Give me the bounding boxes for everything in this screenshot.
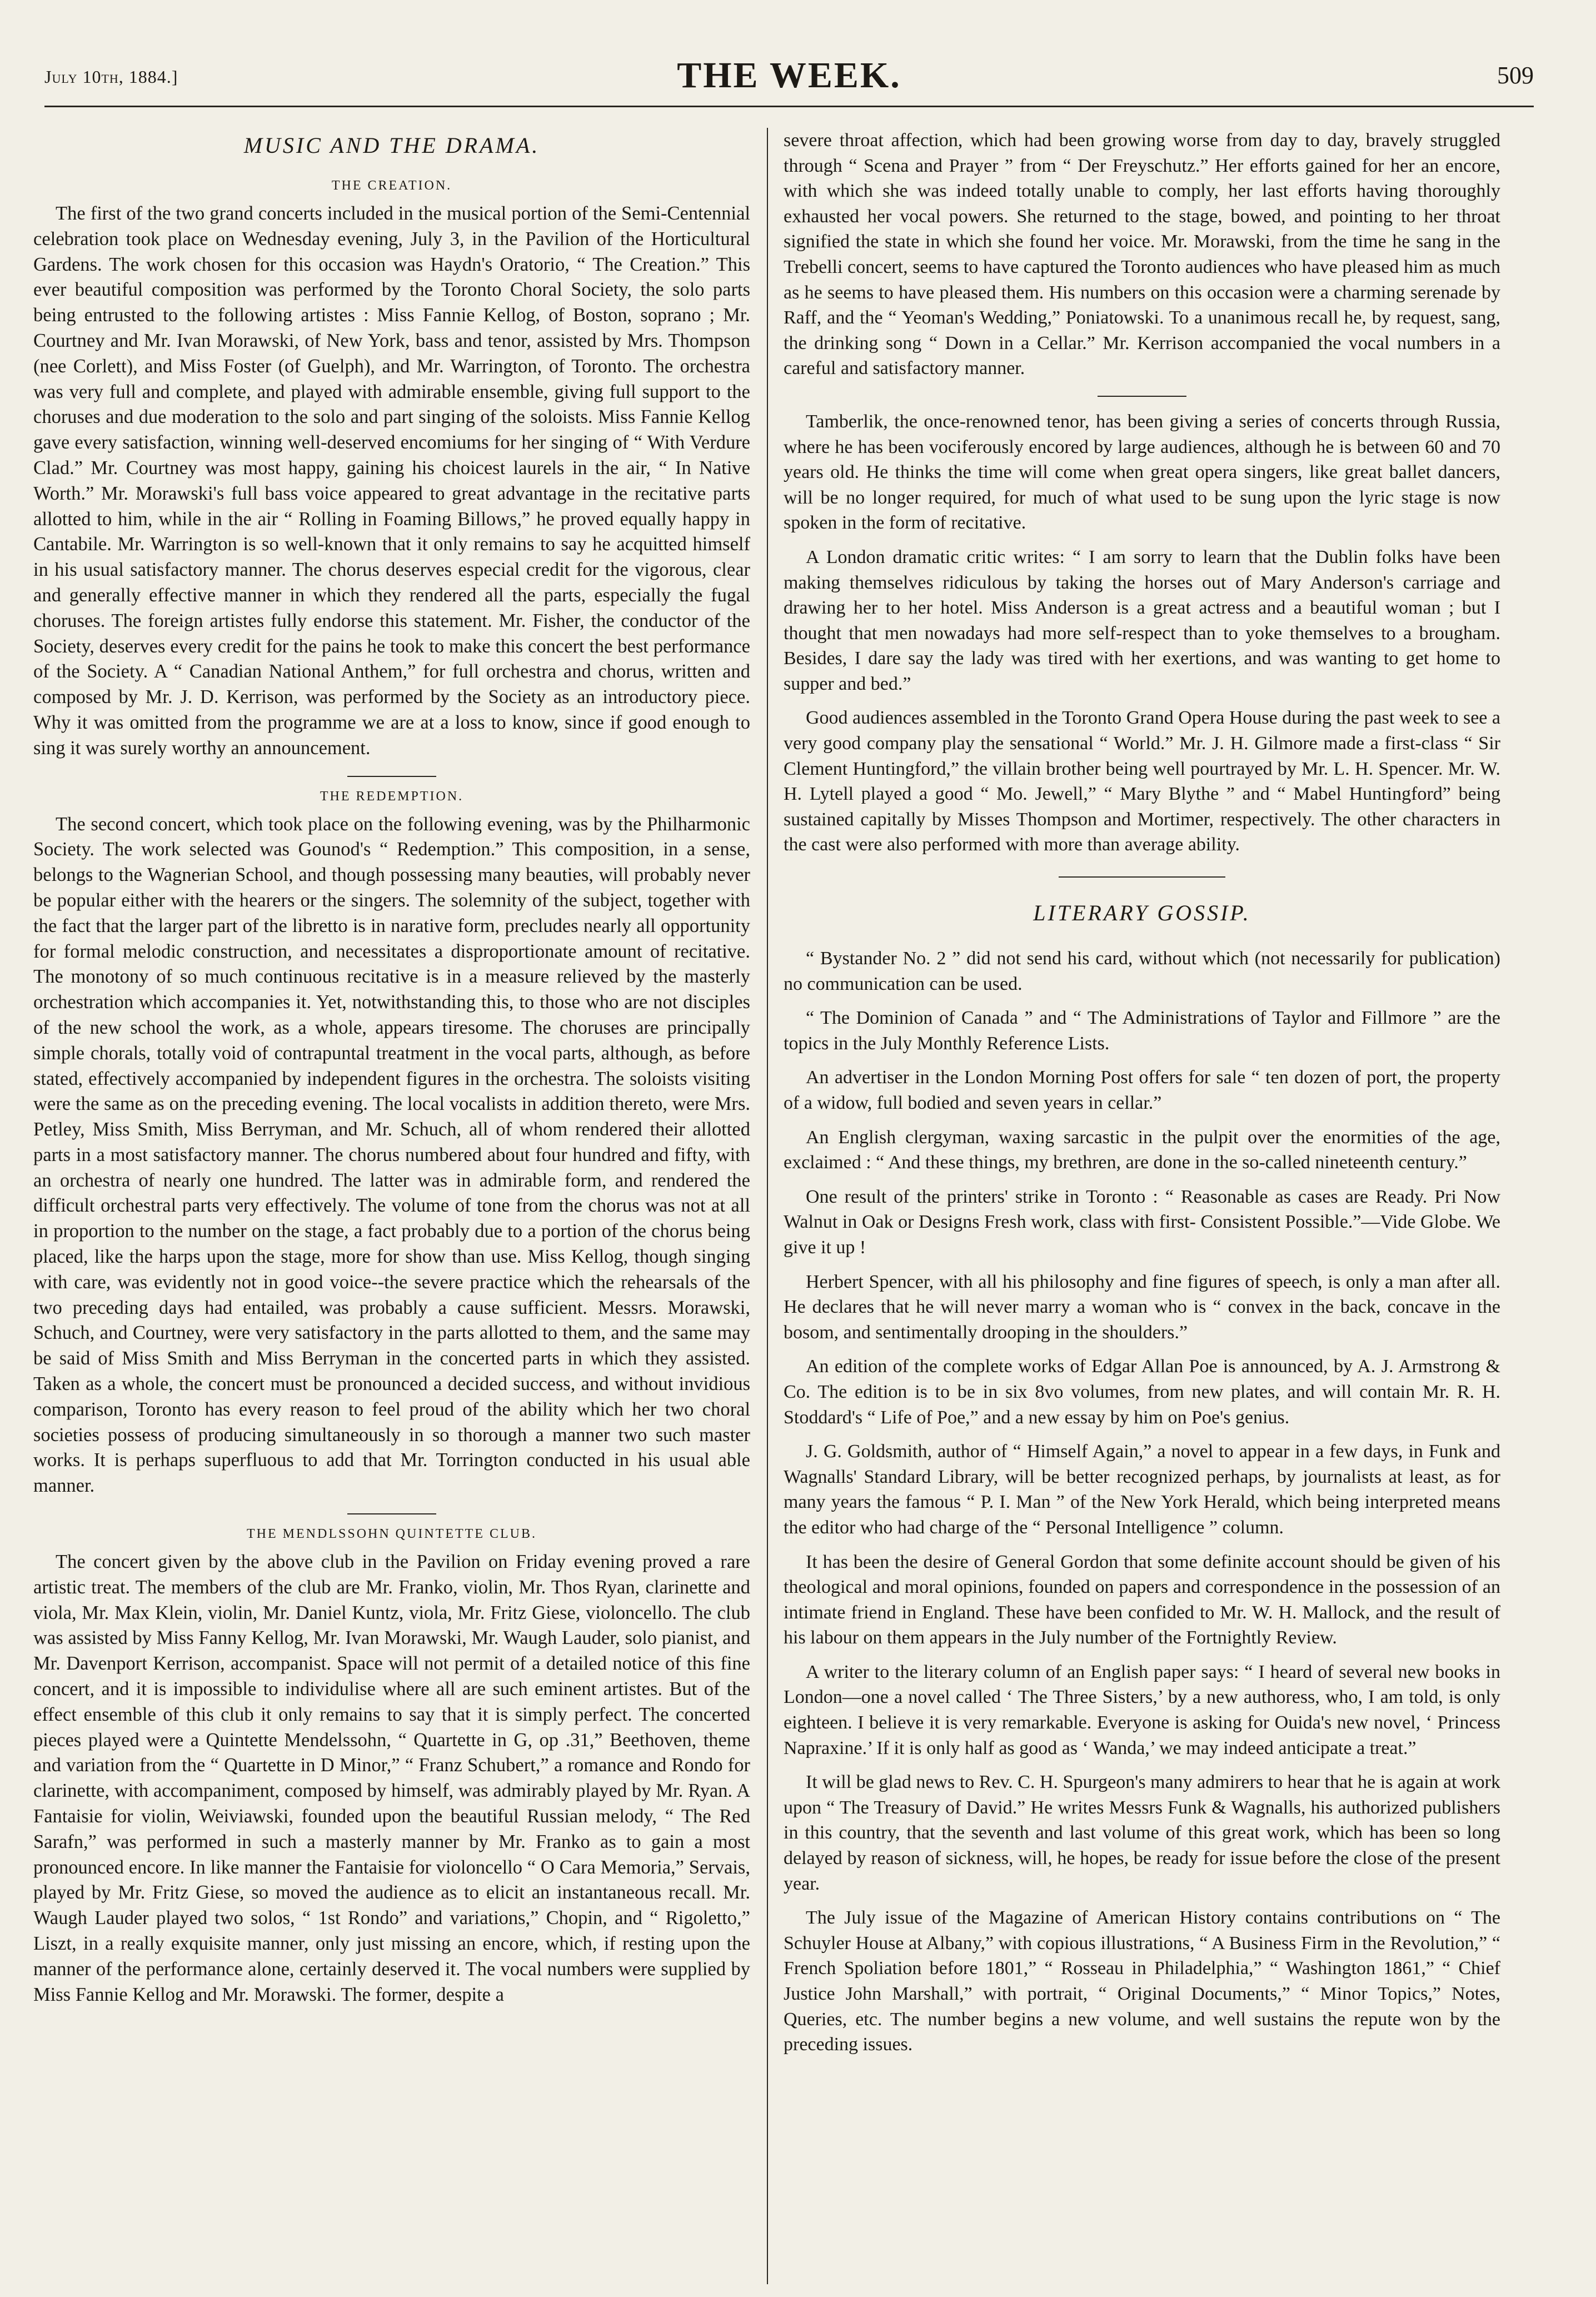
- page-number: 509: [1497, 62, 1534, 89]
- gossip-item: The July issue of the Magazine of American History contains contributions on “ The Schuyler House at Albany,” with copious illustrations, “ A Business Firm in the Revolution,” “ French Spoliation before 1801,” “ Rosseau in Philadelphia,” “ Washington 1861,” “ Chief Justice John Marshall,” with portrait, “ Original Documents,” “ Minor Topics,” Notes, Queries, etc. The number begins a new volume, and well sustains the repute won by the preceding issues.: [784, 1907, 1500, 2055]
- heading-creation: THE CREATION.: [331, 178, 452, 193]
- issue-date: July 10th, 1884.]: [44, 67, 178, 87]
- gossip-item: One result of the printers' strike in Toronto : “ Reasonable as cases are Ready. Pri Now Walnut in Oak or Designs Fresh work, class with first- Consistent Possible.”—Vide Globe. We give it up !: [784, 1186, 1500, 1258]
- gossip-item: It will be glad news to Rev. C. H. Spurgeon's many admirers to hear that he is again at work upon “ The Treasury of David.” He writes Messrs Funk & Wagnalls, his authorized publishers in this country, that the seventh and last volume of this great work, which has been so long delayed by reason of sickness, will, he hopes, be ready for issue before the close of the present year.: [784, 1772, 1500, 1894]
- article-tamberlik: Tamberlik, the once-renowned tenor, has been giving a series of concerts through Russia, where he has been vociferously encored by large audiences, although he is between 60 and 70 years old. He thinks the time will come when great opera singers, like great ballet dancers, will be no longer required, for much of what used to be sung upon the lyric stage is now spoken in the form of recitative.: [784, 411, 1500, 534]
- left-column: [33, 128, 750, 2016]
- masthead-title: THE WEEK.: [677, 55, 901, 96]
- separator-rule: [347, 776, 436, 777]
- article-grand-opera-house: Good audiences assembled in the Toronto Grand Opera House during the past week to see a very good company play the sensational “ World.” Mr. J. H. Gilmore made a first-class “ Sir Clement Huntingford,” the villain brother being well pourtrayed by Mr. L. H. Spencer. Mr. W. H. Lytell played a good “ Mo. Jewell,” “ Mary Blythe ” and “ Mabel Huntingford” being sustained capitally by Misses Thompson and Mortimer, respectively. The other characters in the cast were also performed with more than average ability.: [784, 707, 1500, 855]
- section-title-music-drama: MUSIC AND THE DRAMA.: [243, 133, 540, 158]
- section-rule: [1059, 876, 1225, 878]
- section-title-literary-gossip: LITERARY GOSSIP.: [1033, 900, 1251, 926]
- gossip-item: “ Bystander No. 2 ” did not send his card, without which (not necessarily for publication) no communication can be used.: [784, 948, 1500, 994]
- gossip-item: A writer to the literary column of an English paper says: “ I heard of several new books in London—one a novel called ‘ The Three Sisters,’ by a new authoress, who, I am told, is only eighteen. I believe it is very remarkable. Everyone is asking for Ouida's new novel, ‘ Princess Napraxine.’ If it is only half as good as ‘ Wanda,’ we may indeed anticipate a treat.”: [784, 1661, 1500, 1758]
- gossip-item: J. G. Goldsmith, author of “ Himself Again,” a novel to appear in a few days, in Funk and Wagnalls' Standard Library, will be better recognized perhaps, by journalists at least, as for many years the famous “ P. I. Man ” of the New York Herald, which being interpreted means the editor who had charge of the “ Personal Intelligence ” column.: [784, 1441, 1500, 1538]
- gossip-item: “ The Dominion of Canada ” and “ The Administrations of Taylor and Fillmore ” are the topics in the July Monthly Reference Lists.: [784, 1008, 1500, 1054]
- article-redemption: The second concert, which took place on the following evening, was by the Philharmonic Society. The work selected was Gounod's “ Redemption.” This composition, in a sense, belongs to the Wagnerian School, and though possessing many beauties, will probably never be popular either with the hearers or the singers. The solemnity of the subject, together with the fact that the larger part of the libretto is in narative form, precludes nearly all opportunity for formal melodic construction, and necessitates a disproportionate amount of recitative. The monotony of so much continuous recitative is in a measure relieved by the masterly orchestration which accompanies it. Yet, notwithstanding this, to those who are not disciples of the new school the work, as a whole, appears tiresome. The choruses are principally simple chorals, totally void of contrapuntal treatment in the vocal parts, although, as before stated, effectively accompanied by independent figures in the orchestra. The soloists visiting were the same as on the preceding evening. The local vocalists in addition thereto, were Mrs. Petley, Miss Smith, Miss Berryman, and Mr. Schuch, all of whom rendered their allotted parts in a most satisfactory manner. The chorus numbered about four hundred and fifty, with an orchestra of nearly one hundred. The latter was in admirable form, and rendered the difficult orchestral parts very effectively. The volume of tone from the chorus was not at all in proportion to the number on the stage, a fact probably due to a portion of the chorus being placed, like the harps upon the stage, more for show than use. Miss Kellog, though singing with care, was evidently not in good voice--the severe practice which the rehearsals of the two preceding days had entailed, was probably a cause sufficient. Messrs. Morawski, Schuch, and Courtney, were very satisfactory in the parts allotted to them, and the same may be said of Miss Smith and Miss Berryman in the concerted parts in which they assisted. Taken as a whole, the concert must be pronounced a decided success, and without invidious comparison, Toronto has every reason to feel proud of the ability which her two choral societies possess of producing simultaneously in so thorough a manner two such master works. It is perhaps superfluous to add that Mr. Torrington conducted in his usual able manner.: [33, 813, 750, 1497]
- gossip-item: It has been the desire of General Gordon that some definite account should be given of his theological and moral opinions, founded on papers and correspondence in the possession of an intimate friend in England. These have been confided to Mr. W. H. Mallock, and the result of his labour on them appears in the July number of the Fortnightly Review.: [784, 1551, 1500, 1648]
- separator-rule: [347, 1513, 436, 1514]
- heading-mendelssohn: THE MENDLSSOHN QUINTETTE CLUB.: [247, 1527, 537, 1542]
- column-divider: [767, 128, 768, 2284]
- gossip-item: An advertiser in the London Morning Post offers for sale “ ten dozen of port, the property of a widow, full bodied and seven years in cellar.”: [784, 1067, 1500, 1113]
- gossip-item: Herbert Spencer, with all his philosophy and fine figures of speech, is only a man after all. He declares that he will never marry a woman who is “ convex in the back, concave in the bosom, and sentimentally drooping in the shoulders.”: [784, 1271, 1500, 1343]
- gossip-item: An edition of the complete works of Edgar Allan Poe is announced, by A. J. Armstrong & Co. The edition is to be in six 8vo volumes, from new plates, and will contain Mr. R. H. Stoddard's “ Life of Poe,” and a new essay by him on Poe's genius.: [784, 1356, 1500, 1428]
- right-column: [784, 128, 1500, 2066]
- article-continued: severe throat affection, which had been growing worse from day to day, bravely struggled through “ Scena and Prayer ” from “ Der Freyschutz.” Her efforts gained for her an encore, with which she was indeed totally unable to comply, her last efforts having thoroughly exhausted her vocal powers. She returned to the stage, bowed, and pointing to her throat signified the state in which she found her voice. Mr. Morawski, from the time he sang in the Trebelli concert, seems to have captured the Toronto audiences who have pleased him as much as he seems to have pleased them. His numbers on this occasion were a charming serenade by Raff, and the “ Yeoman's Wedding,” Poniatowski. To a unanimous recall he, by request, sang, the drinking song “ Down in a Cellar.” Mr. Kerrison accompanied the vocal numbers in a careful and satisfactory manner.: [784, 130, 1500, 379]
- article-creation: The first of the two grand concerts included in the musical portion of the Semi-Centennial celebration took place on Wednesday evening, July 3, in the Pavilion of the Horticultural Gardens. The work chosen for this occasion was Haydn's Oratorio, “ The Creation.” This ever beautiful composition was performed by the Toronto Choral Society, the solo parts being entrusted to the following artistes : Miss Fannie Kellog, of Boston, soprano ; Mr. Courtney and Mr. Ivan Morawski, of New York, bass and tenor, assisted by Mrs. Thompson (nee Corlett), and Miss Foster (of Guelph), and Mr. Warrington, of Toronto. The orchestra was very full and complete, and played with admirable ensemble, giving full support to the choruses and due moderation to the solo and part singing of the soloists. Miss Fannie Kellog gave every satisfaction, winning well-deserved encomiums for her singing of “ With Verdure Clad.” Mr. Courtney was most happy, gaining his choicest laurels in the air, “ In Native Worth.” Mr. Morawski's full bass voice appeared to great advantage in the recitative parts allotted to him, while in the air “ Rolling in Foaming Billows,” he proved equally happy in Cantabile. Mr. Warrington is so well-known that it only remains to say he acquitted himself in his usual satisfactory manner. The chorus deserves especial credit for the vigorous, clear and generally effective manner in which they rendered all the parts, especially the fugal choruses. The foreign artistes fully endorse this statement. Mr. Fisher, the conductor of the Society, deserves every credit for the pains he took to make this concert the best performance of the Society. A “ Canadian National Anthem,” for full orchestra and chorus, written and composed by Mr. J. D. Kerrison, was performed by the Society as an introductory piece. Why it was omitted from the programme we are at a loss to know, since if good enough to sing it was surely worthy an announcement.: [33, 203, 750, 759]
- article-london-critic: A London dramatic critic writes: “ I am sorry to learn that the Dublin folks have been making themselves ridiculous by taking the horses out of Mary Anderson's carriage and drawing her to her hotel. Miss Anderson is a great actress and a beautiful woman ; but I thought that men nowadays had more self-respect than to yoke themselves to a brougham. Besides, I dare say the lady was tired with her exertions, and was wanting to get home to supper and bed.”: [784, 546, 1500, 694]
- article-mendelssohn: The concert given by the above club in the Pavilion on Friday evening proved a rare artistic treat. The members of the club are Mr. Franko, violin, Mr. Thos Ryan, clarinette and viola, Mr. Max Klein, violin, Mr. Daniel Kuntz, viola, Mr. Fritz Giese, violoncello. The club was assisted by Miss Fanny Kellog, Mr. Ivan Morawski, Mr. Waugh Lauder, solo pianist, and Mr. Davenport Kerrison, accompanist. Space will not permit of a detailed notice of this fine concert, and it is impossible to individulise where all are such eminent artistes. But of the effect ensemble of this club it only remains to say that it is simply perfect. The concerted pieces played were a Quintette Mendelssohn, “ Quartette in G, op .31,” Beethoven, theme and variation from the “ Quartette in D Minor,” “ Franz Schubert,” a romance and Rondo for clarinette, with accompaniment, composed by himself, was admirably played by Mr. Ryan. A Fantaisie for violin, Weiviawski, founded upon the beautiful Russian melody, “ The Red Sarafn,” was performed in such a masterly manner by Mr. Franko as to gain a most pronounced encore. In like manner the Fantaisie for violoncello “ O Cara Memoria,” Servais, played by Mr. Fritz Giese, so moved the audience as to elicit an instantaneous recall. Mr. Waugh Lauder played two solos, “ 1st Rondo” and variations,” Chopin, and “ Rigoletto,” Liszt, in a really exquisite manner, only just missing an encore, which, if resting upon the manner of the performance alone, certainly deserved it. The vocal numbers were supplied by Miss Fannie Kellog and Mr. Morawski. The former, despite a: [33, 1551, 750, 2005]
- heading-redemption: THE REDEMPTION.: [320, 789, 464, 804]
- separator-rule: [1098, 396, 1186, 397]
- running-head: [44, 44, 1534, 107]
- gossip-item: An English clergyman, waxing sarcastic in the pulpit over the enormities of the age, exclaimed : “ And these things, my brethren, are done in the so-called nineteenth century.”: [784, 1127, 1500, 1173]
